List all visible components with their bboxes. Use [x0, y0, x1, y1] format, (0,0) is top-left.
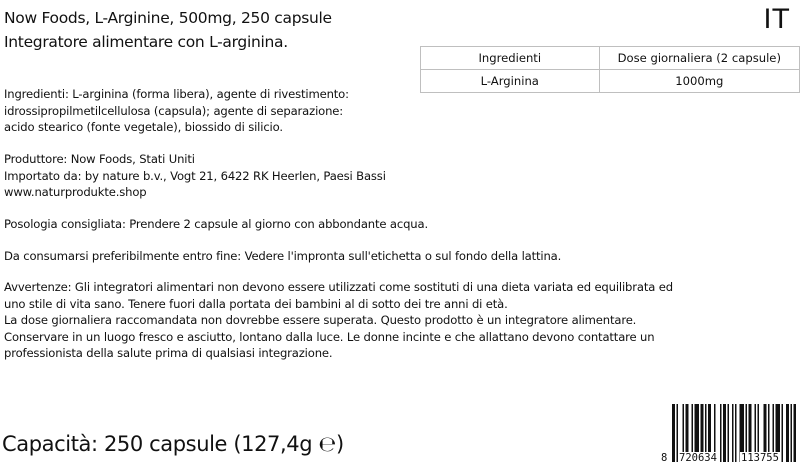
- warnings-block: [4, 279, 673, 362]
- dose-table-header-ingredients: Ingredienti: [421, 47, 600, 70]
- barcode: [660, 404, 796, 468]
- ingredients-line: acido stearico (fonte vegetale), biossido di silicio.: [4, 120, 283, 134]
- warning-line: La dose giornaliera raccomandata non dovrebbe essere superata. Questo prodotto è un integratore alimentare.: [4, 313, 637, 327]
- dosage-text: Posologia consigliata: Prendere 2 capsule al giorno con abbondante acqua.: [4, 217, 428, 231]
- barcode-digits: [660, 452, 796, 466]
- warning-line: professionista della salute prima di qualsiasi integrazione.: [4, 346, 333, 360]
- barcode-first-digit: 8: [661, 452, 668, 464]
- dose-table-row: [421, 70, 800, 93]
- best-before-text: Da consumarsi preferibilmente entro fine: Vedere l'impronta sull'etichetta o sul fondo della lattina.: [4, 249, 562, 263]
- warning-line: Conservare in un luogo fresco e asciutto, lontano dalla luce. Le donne incinte e che allattano devono contattare un: [4, 329, 655, 344]
- importer-line: Importato da: by nature b.v., Vogt 21, 6422 RK Heerlen, Paesi Bassi: [4, 168, 386, 183]
- producer-line: Produttore: Now Foods, Stati Uniti: [4, 152, 195, 166]
- dose-table-cell-amount: 1000mg: [599, 70, 799, 93]
- producer-block: [4, 151, 386, 201]
- product-subtitle: Integratore alimentare con L-arginina.: [4, 33, 288, 51]
- dose-table: [420, 46, 800, 93]
- barcode-left-group: 720634: [679, 452, 717, 464]
- capacity-text: Capacità: 250 capsule (127,4g ℮): [2, 432, 344, 456]
- barcode-right-group: 113755: [741, 452, 779, 464]
- ingredients-line: Ingredienti: L-arginina (forma libera), agente di rivestimento:: [4, 87, 349, 101]
- ingredients-block: [4, 86, 349, 136]
- website-line: www.naturprodukte.shop: [4, 185, 147, 199]
- dose-table-cell-ingredient: L-Arginina: [421, 70, 600, 93]
- ingredients-line: idrossipropilmetilcellulosa (capsula); agente di separazione:: [4, 103, 344, 118]
- warning-line: Avvertenze: Gli integratori alimentari non devono essere utilizzati come sostituti di una dieta variata ed equilibrata ed: [4, 280, 673, 294]
- dose-table-header-daily-dose: Dose giornaliera (2 capsule): [599, 47, 799, 70]
- language-code: IT: [763, 4, 790, 35]
- product-title: Now Foods, L-Arginine, 500mg, 250 capsule: [4, 9, 332, 27]
- warning-line: uno stile di vita sano. Tenere fuori dalla portata dei bambini al di sotto dei tre anni di età.: [4, 296, 508, 311]
- dose-table-header-row: [421, 47, 800, 70]
